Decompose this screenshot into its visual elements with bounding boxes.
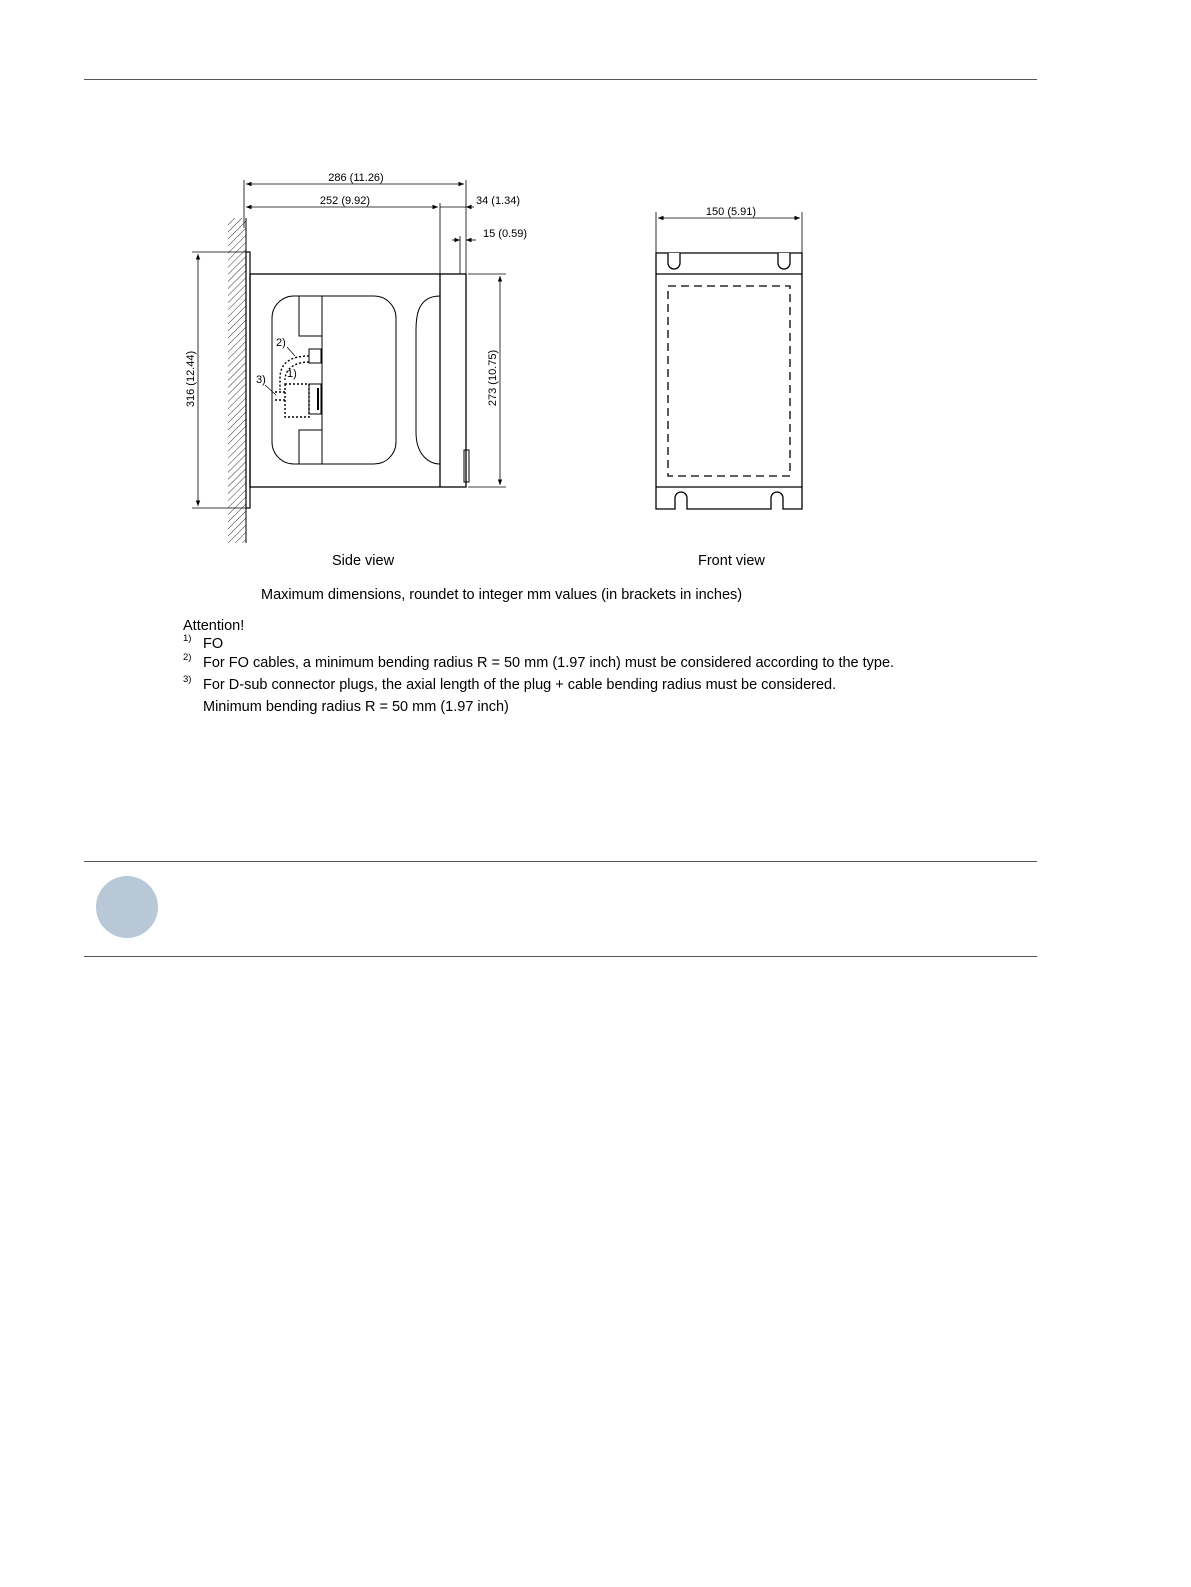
note-text: For FO cables, a minimum bending radius R = 50 mm (1.97 inch) must be considered according to the type. bbox=[203, 655, 895, 671]
figure-caption: Maximum dimensions, roundet to integer mm values (in brackets in inches) bbox=[261, 587, 743, 603]
info-icon bbox=[96, 876, 158, 938]
dim-overall-height: 316 (12.44) bbox=[185, 350, 197, 408]
note-text: For D-sub connector plugs, the axial length of the plug + cable bending radius must be considered. bbox=[203, 677, 837, 693]
note-mark: 3) bbox=[183, 674, 192, 685]
dim-body-depth: 252 (9.92) bbox=[319, 195, 371, 207]
callout-3: 3) bbox=[256, 374, 266, 386]
dim-front-width: 150 (5.91) bbox=[705, 206, 757, 218]
note-text: FO bbox=[203, 636, 224, 652]
info-box-bottom-rule bbox=[84, 956, 1037, 957]
callout-2: 2) bbox=[276, 337, 286, 349]
note-continuation: Minimum bending radius R = 50 mm (1.97 inch) bbox=[203, 699, 509, 715]
front-panel-outline bbox=[668, 286, 790, 476]
dim-overall-depth: 286 (11.26) bbox=[328, 172, 384, 184]
front-view-label: Front view bbox=[698, 553, 765, 569]
front-dimensions bbox=[656, 212, 802, 253]
attention-heading: Attention! bbox=[183, 618, 245, 634]
callout-1: 1) bbox=[287, 368, 297, 380]
front-view bbox=[656, 253, 802, 509]
info-box-top-rule bbox=[84, 861, 1037, 862]
device-body bbox=[250, 274, 466, 487]
note-mark: 2) bbox=[183, 652, 192, 663]
mounting-wall bbox=[228, 218, 246, 543]
side-view-label: Side view bbox=[332, 553, 395, 569]
dim-body-height: 273 (10.75) bbox=[487, 349, 499, 407]
note-mark: 1) bbox=[183, 633, 192, 644]
dim-front-depth: 34 (1.34) bbox=[476, 195, 521, 207]
dim-bezel-depth: 15 (0.59) bbox=[483, 228, 528, 240]
